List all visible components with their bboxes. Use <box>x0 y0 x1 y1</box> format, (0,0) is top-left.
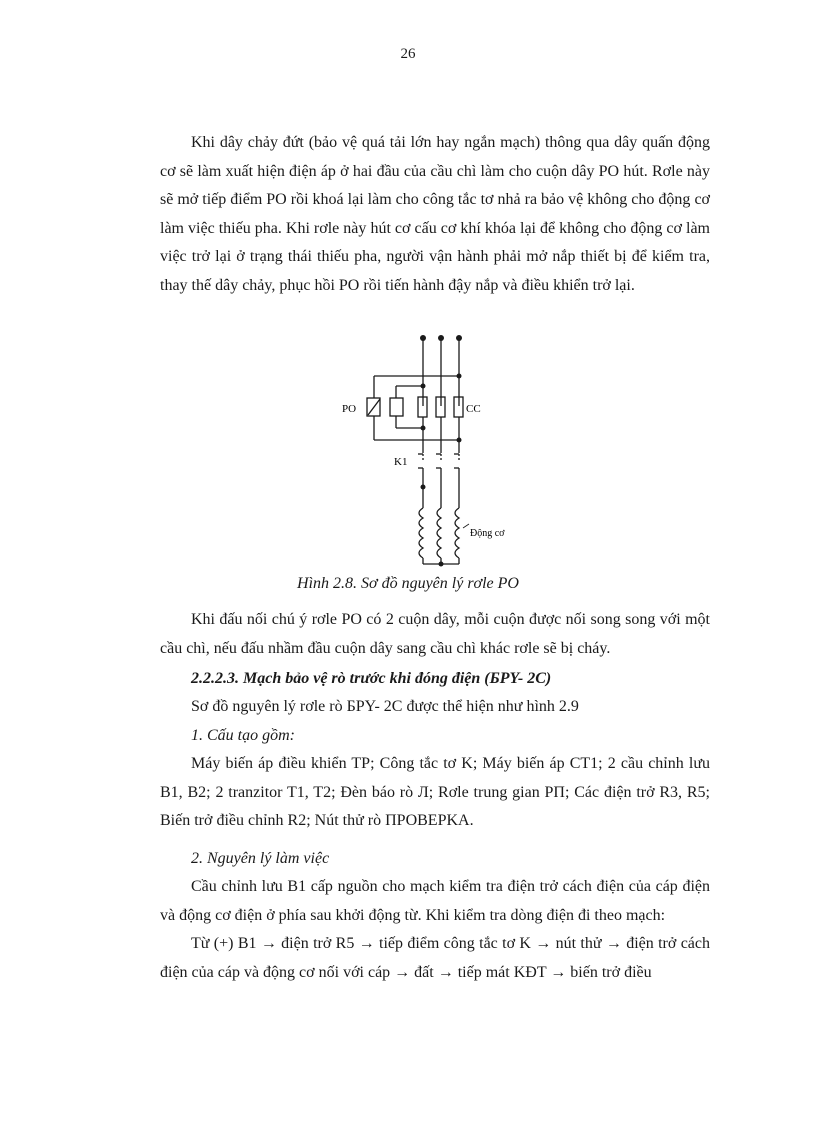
label-k1: K1 <box>394 456 408 468</box>
subheading-operating-principle: 2. Nguyên lý làm việc <box>191 850 330 867</box>
paragraph-current-path: Từ (+) B1 → điện trở R5 → tiếp điểm công tắc tơ K → nút thử → điện trở cách điện của cáp và động cơ nối với cáp → đất → tiếp mát KĐT → biến trở điều <box>160 935 710 981</box>
subheading-structure: 1. Cấu tạo gồm: <box>191 727 295 744</box>
paragraph-components: Máy biến áp điều khiển TP; Công tắc tơ K; Máy biến áp CT1; 2 cầu chỉnh lưu B1, B2; 2 tranzitor T1, T2; Đèn báo rò Л; Rơle trung gian PП; Các điện trở R3, R5; Biến trở điều chỉnh R2; Nút thử rò ПPOBEPKA. <box>160 755 710 829</box>
label-po: PO <box>342 403 357 415</box>
paragraph-rectifier: Cầu chỉnh lưu B1 cấp nguồn cho mạch kiểm tra điện trở cách điện của cáp điện và động cơ điện ở phía sau khởi động từ. Khi kiểm tra dòng điện đi theo mạch: <box>160 878 710 924</box>
paragraph-diagram-reference: Sơ đồ nguyên lý rơle rò БPY- 2C được thể hiện như hình 2.9 <box>191 698 579 715</box>
section-heading: 2.2.2.3. Mạch bảo vệ rò trước khi đóng điện (БPY- 2C) <box>191 670 552 687</box>
paragraph-relay-operation: Khi dây chảy đứt (bảo vệ quá tải lớn hay ngắn mạch) thông qua dây quấn động cơ sẽ làm xuất hiện điện áp ở hai đầu của cầu chì làm cho cuộn dây PO hút. Rơle này sẽ mở tiếp điểm PO rồi khoá lại làm cho công tắc tơ nhả ra bảo vệ không cho động cơ làm việc thiếu pha. Khi rơle này hút cơ cấu cơ khí khóa lại để không cho động cơ làm việc trở lại ở trạng thái thiếu pha, người vận hành phải mở nắp thiết bị để kiểm tra, thay thế dây chảy, phục hồi PO rồi tiến hành đậy nắp và điều khiển trở lại. <box>160 134 710 294</box>
label-cc: CC <box>466 403 481 415</box>
relay-po-circuit-diagram <box>330 328 530 573</box>
page-number: 26 <box>400 46 416 62</box>
label-motor: Động cơ <box>470 528 505 539</box>
paragraph-wiring-note: Khi đấu nối chú ý rơle PO có 2 cuộn dây, mỗi cuộn được nối song song với một cầu chì, nếu đấu nhầm đầu cuộn dây sang cầu chì khác rơle sẽ bị cháy. <box>160 611 710 657</box>
figure-caption: Hình 2.8. Sơ đồ nguyên lý rơle PO <box>297 575 519 592</box>
